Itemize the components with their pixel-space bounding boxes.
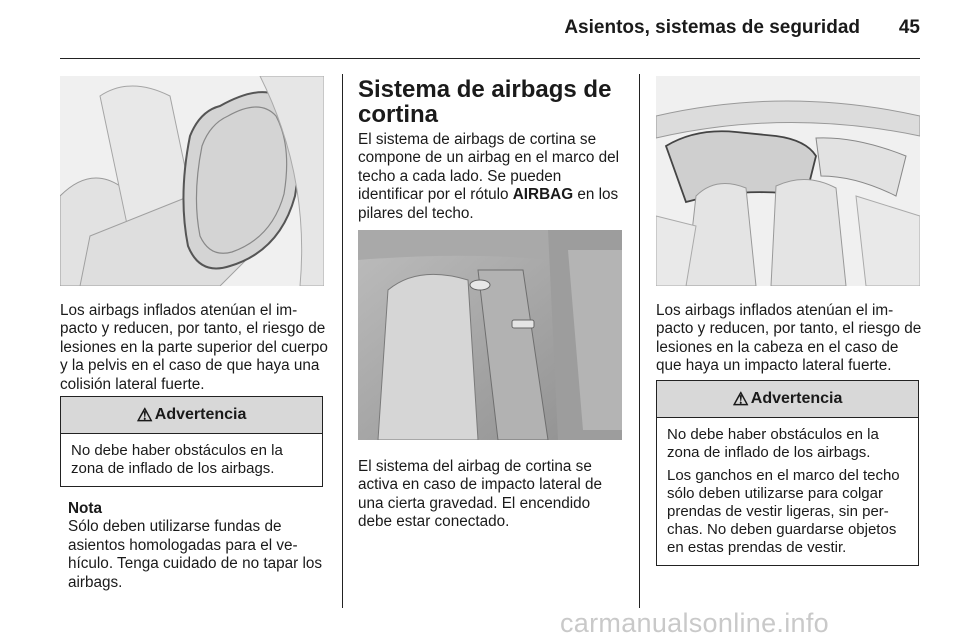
column-divider-right <box>639 74 640 608</box>
warning-triangle-icon: ⚠ <box>136 404 153 425</box>
airbag-label-text: AIRBAG <box>512 186 574 204</box>
header-title: Asientos, sistemas de seguridad <box>564 17 860 38</box>
warning-text: No debe haber obstáculos en la zona de inflado de los airbags. <box>71 442 283 477</box>
intro-text-after: en los pilares del techo. <box>358 186 619 222</box>
warning-body <box>657 418 918 565</box>
note-block <box>68 500 323 592</box>
roof-pillar-airbag-label-photo <box>358 230 622 440</box>
note-text: Sólo deben utilizarse fundas de asientos homologadas para el ve-hículo. Tenga cuidado de no tapar los airbags. <box>68 518 323 591</box>
watermark: carmanualsonline.info <box>560 608 829 638</box>
warning-triangle-icon: ⚠ <box>732 388 749 409</box>
warning-title: Advertencia <box>154 406 247 423</box>
warning-box-right <box>656 380 919 566</box>
intro-text-before: El sistema de airbags de cortina se compone de un airbag en el marco del techo a cada lado. Se pueden identificar por el rótulo <box>358 131 620 204</box>
right-paragraph: Los airbags inflados atenúan el im-pacto y reducen, por tanto, el riesgo de lesiones en la cabeza en el caso de que haya un impacto lateral fuerte. <box>656 302 922 375</box>
warning-body <box>61 434 322 486</box>
middle-intro-paragraph <box>358 131 626 223</box>
warning-header <box>657 381 918 418</box>
warning-text-1: No debe haber obstáculos en la zona de inflado de los airbags. <box>667 426 879 461</box>
middle-paragraph: El sistema del airbag de cortina se activa en caso de impacto lateral de una cierta gravedad. El encendido debe estar conectado. <box>358 458 603 531</box>
page-number: 45 <box>898 17 920 38</box>
warning-header <box>61 397 322 434</box>
warning-text-2: Los ganchos en el marco del techo sólo deben utilizarse para colgar prendas de vestir ligeras, sin per-chas. No deben guardarse objetos en estas prendas de vestir. <box>667 467 900 556</box>
section-heading: Sistema de airbags de cortina <box>358 76 612 128</box>
seat-side-airbag-illustration <box>60 76 324 286</box>
warning-box-left <box>60 396 323 487</box>
left-paragraph: Los airbags inflados atenúan el im-pacto y reducen, por tanto, el riesgo de lesiones en la parte superior del cuerpo y la pelvis en el caso de que haya una colisión lateral fuerte. <box>60 302 328 393</box>
column-divider-left <box>342 74 343 608</box>
warning-title: Advertencia <box>750 390 843 407</box>
curtain-airbag-illustration <box>656 76 920 286</box>
header-rule <box>60 58 920 59</box>
note-title: Nota <box>68 500 102 517</box>
